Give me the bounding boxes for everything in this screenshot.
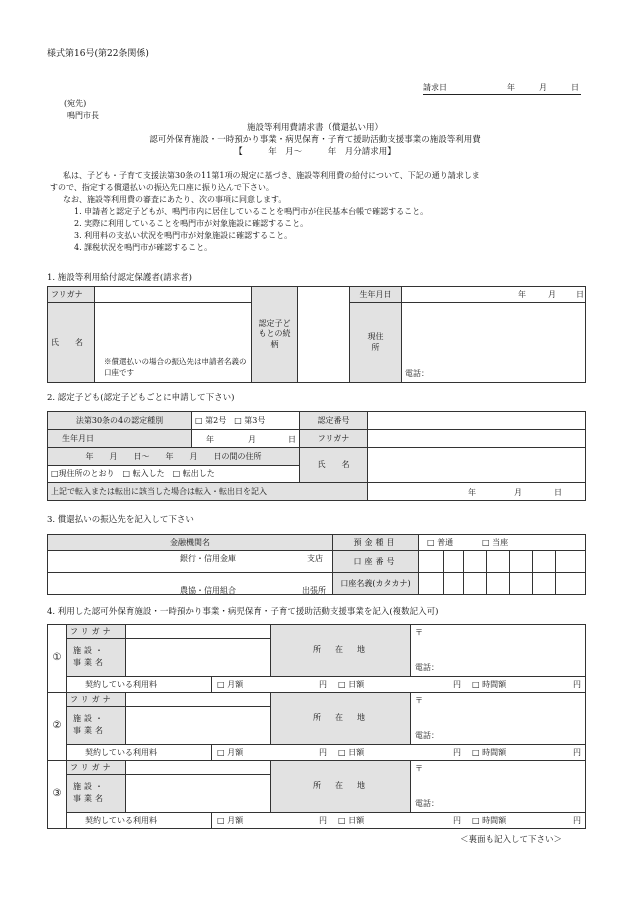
facility-name-field[interactable]: [126, 639, 271, 677]
fee-row: [67, 812, 586, 828]
account-number-label: 口座番号: [333, 551, 419, 573]
cert-type-options[interactable]: □ 第2号 □ 第3号: [192, 412, 300, 430]
guardian-birth-label: 生年月日: [350, 287, 402, 303]
fee-row: [67, 676, 586, 692]
holder-cell-3[interactable]: [464, 573, 487, 595]
facility-furigana-label: フリガナ: [67, 693, 126, 707]
section-1-heading: 1. 施設等利用給付認定保護者(請求者): [47, 273, 192, 283]
child-furigana-label: フリガナ: [300, 430, 368, 448]
form-number: 様式第16号(第22条関係): [47, 49, 149, 59]
child-birth-label: 生年月日: [48, 430, 192, 448]
consent-item-2: 2. 実際に利用していることを鳴門市が対象施設に確認すること。: [74, 219, 309, 228]
cert-number-label: 認定番号: [300, 412, 368, 430]
section-3-table: [47, 534, 586, 595]
section-4-heading: 4. 利用した認可外保育施設・一時預かり事業・病児保育・子育て援助活動支援事業を記入(複数記入可): [47, 607, 439, 617]
fee-daily-yen: 円: [453, 815, 461, 825]
holder-cell-2[interactable]: [444, 573, 464, 595]
fee-hourly-yen: 円: [573, 815, 581, 825]
cert-type-label: 法第30条の4の認定種別: [48, 412, 192, 430]
form-period: 【 年 月～ 年 月分請求用】: [234, 147, 396, 157]
fee-label: 契約している利用料: [67, 813, 212, 828]
intro-line-3: なお、施設等利用費の審査にあたり、次の事項に同意します。: [63, 195, 287, 204]
moved-date-month: 月: [514, 488, 522, 497]
bank-name-header: 金融機関名: [48, 535, 333, 551]
fee-label: 契約している利用料: [67, 745, 212, 760]
facility-location-label: 所 在 地: [271, 625, 411, 677]
child-birth-month: 月: [248, 435, 256, 444]
holder-cell-1[interactable]: [419, 573, 444, 595]
bank-type-label: 銀行・信用金庫: [180, 554, 236, 563]
holder-cell-6[interactable]: [533, 573, 556, 595]
facility-phone-label: 電話：: [415, 798, 439, 808]
moved-date-year: 年: [468, 488, 476, 497]
account-type-futsu[interactable]: □ 普通: [427, 538, 454, 547]
facility-furigana-field[interactable]: [126, 693, 271, 707]
request-date-month: 月: [539, 83, 547, 92]
moved-date-label: 上記で転入または転出に該当した場合は転入・転出日を記入: [48, 483, 368, 501]
facility-furigana-label: フリガナ: [67, 625, 126, 639]
fee-hourly-option[interactable]: □ 時間額: [472, 747, 507, 757]
relation-field[interactable]: [298, 287, 350, 383]
guardian-furigana-label: フリガナ: [48, 287, 95, 303]
fee-hourly-yen: 円: [573, 679, 581, 689]
facility-table: [47, 624, 586, 829]
account-holder-note: ※償還払いの場合の振込先は申請者名義の口座です: [104, 357, 247, 377]
account-digit-1[interactable]: [419, 551, 444, 573]
address-label: 現住所: [350, 303, 402, 383]
fee-monthly-yen: 円: [319, 815, 327, 825]
holder-cell-7[interactable]: [556, 573, 586, 595]
section-2-heading: 2. 認定子ども(認定子どもごとに申請して下さい): [47, 393, 235, 403]
back-page-note: ＜裏面も記入して下さい＞: [460, 835, 563, 845]
facility-block-2: [48, 693, 586, 761]
facility-location-field[interactable]: [411, 693, 586, 745]
guardian-phone-label: 電話：: [405, 369, 429, 378]
facility-furigana-label: フリガナ: [67, 761, 126, 775]
facility-name-label: 施設・事業名: [67, 775, 126, 813]
office-label: 出張所: [302, 586, 326, 595]
facility-block-3: [48, 761, 586, 829]
fee-label: 契約している利用料: [67, 677, 212, 692]
account-type-toza[interactable]: □ 当座: [482, 538, 509, 547]
guardian-birth-month: 月: [548, 290, 556, 299]
account-type-label: 預金種目: [333, 535, 419, 551]
request-date-year: 年: [507, 83, 515, 92]
fee-row: [67, 744, 586, 760]
moved-date-field[interactable]: [368, 483, 586, 501]
postal-mark: 〒: [415, 628, 423, 637]
facility-name-label: 施設・事業名: [67, 707, 126, 745]
section-2-table: [47, 411, 586, 501]
request-date-day: 日: [571, 83, 579, 92]
child-name-field[interactable]: [368, 448, 586, 483]
relation-label: 認定子どもとの続柄: [252, 287, 298, 383]
account-type-options[interactable]: [419, 535, 586, 551]
consent-item-1: 1. 申請者と認定子どもが、鳴門市内に居住していることを鳴門市が住民基本台帳で確認すること。: [74, 207, 429, 216]
postal-mark: 〒: [415, 764, 423, 773]
facility-location-label: 所 在 地: [271, 693, 411, 745]
section-1-table: [47, 286, 586, 383]
facility-name-field[interactable]: [126, 775, 271, 813]
branch-label: 支店: [307, 554, 323, 563]
form-title: 施設等利用費請求書（償還払い用）: [246, 123, 383, 133]
period-address-label: 年 月 日～ 年 月 日の間の住所: [48, 448, 300, 466]
facility-block-1: [48, 625, 586, 693]
account-holder-label: 口座名義(カタカナ): [333, 573, 419, 595]
fee-monthly-option[interactable]: □ 月額: [217, 679, 244, 689]
bank-name-field[interactable]: [48, 551, 333, 595]
fee-monthly-yen: 円: [319, 679, 327, 689]
holder-cell-4[interactable]: [487, 573, 510, 595]
fee-monthly-option[interactable]: □ 月額: [217, 747, 244, 757]
facility-number-2: ②: [48, 693, 67, 761]
guardian-name-label: 氏 名: [48, 303, 95, 383]
addressee-name: 鳴門市長: [67, 111, 99, 120]
account-digit-3[interactable]: [464, 551, 487, 573]
fee-daily-yen: 円: [453, 679, 461, 689]
fee-daily-option[interactable]: □ 日額: [338, 815, 365, 825]
intro-line-2: すので、指定する償還払いの振込先口座に振り込んで下さい。: [50, 183, 274, 192]
consent-item-3: 3. 利用料の支払い状況を鳴門市が対象施設に確認すること。: [74, 231, 293, 240]
agri-type-label: 農協・信用組合: [180, 586, 236, 595]
fee-daily-option[interactable]: □ 日額: [338, 679, 365, 689]
facility-phone-label: 電話：: [415, 730, 439, 740]
account-digit-7[interactable]: [556, 551, 586, 573]
facility-furigana-field[interactable]: [126, 625, 271, 639]
fee-monthly-option[interactable]: □ 月額: [217, 815, 244, 825]
guardian-furigana-field[interactable]: [95, 287, 252, 303]
guardian-birth-day: 日: [576, 290, 584, 299]
facility-number-3: ③: [48, 761, 67, 829]
consent-item-4: 4. 課税状況を鳴門市が確認すること。: [74, 243, 213, 252]
guardian-name-field[interactable]: [95, 303, 252, 383]
postal-mark: 〒: [415, 696, 423, 705]
fee-hourly-option[interactable]: □ 時間額: [472, 679, 507, 689]
addressee-label: (宛先): [64, 99, 87, 108]
account-digit-2[interactable]: [444, 551, 464, 573]
form-subtitle: 認可外保育施設・一時預かり事業・病児保育・子育て援助活動支援事業の施設等利用費: [149, 135, 481, 145]
cert-number-field[interactable]: [368, 412, 586, 430]
intro-line-1: 私は、子ども・子育て支援法第30条の11第1項の規定に基づき、施設等利用費の給付について、下記の通り請求しま: [63, 171, 480, 180]
child-birth-day: 日: [288, 435, 296, 444]
child-name-label: 氏 名: [300, 448, 368, 483]
facility-name-field[interactable]: [126, 707, 271, 745]
facility-location-field[interactable]: [411, 625, 586, 677]
facility-location-field[interactable]: [411, 761, 586, 813]
request-date: [423, 84, 581, 95]
facility-location-label: 所 在 地: [271, 761, 411, 813]
account-digit-4[interactable]: [487, 551, 510, 573]
fee-daily-option[interactable]: □ 日額: [338, 747, 365, 757]
guardian-address-field[interactable]: [402, 303, 586, 383]
facility-number-1: ①: [48, 625, 67, 693]
facility-name-label: 施設・事業名: [67, 639, 126, 677]
holder-cell-5[interactable]: [510, 573, 533, 595]
child-birth-field[interactable]: [192, 430, 300, 448]
fee-hourly-yen: 円: [573, 747, 581, 757]
fee-daily-yen: 円: [453, 747, 461, 757]
guardian-birth-year: 年: [518, 290, 526, 299]
facility-furigana-field[interactable]: [126, 761, 271, 775]
fee-hourly-option[interactable]: □ 時間額: [472, 815, 507, 825]
account-digit-5[interactable]: [510, 551, 533, 573]
request-date-label: 請求日: [423, 83, 447, 92]
moved-date-day: 日: [554, 488, 562, 497]
guardian-birth-field[interactable]: [402, 287, 586, 303]
facility-phone-label: 電話：: [415, 662, 439, 672]
child-furigana-field[interactable]: [368, 430, 586, 448]
residence-options[interactable]: □現住所のとおり □ 転入した □ 転出した: [48, 466, 300, 483]
child-birth-year: 年: [206, 435, 214, 444]
fee-monthly-yen: 円: [319, 747, 327, 757]
section-3-heading: 3. 償還払いの振込先を記入して下さい: [47, 515, 194, 525]
account-digit-6[interactable]: [533, 551, 556, 573]
